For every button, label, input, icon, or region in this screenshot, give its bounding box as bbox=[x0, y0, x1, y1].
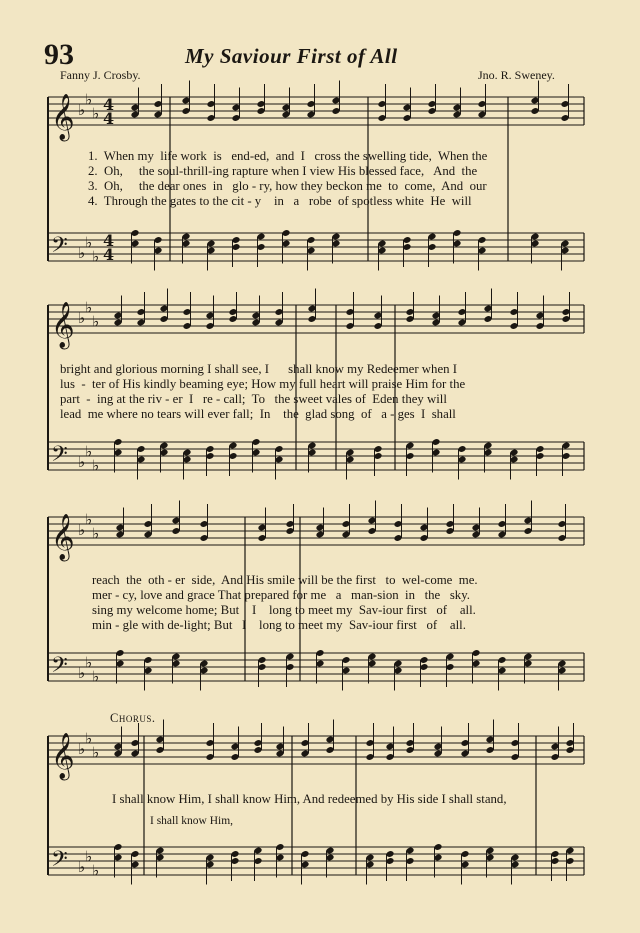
flat-sign: ♭ bbox=[92, 247, 100, 266]
lyric-line: 2. Oh, the soul-thrill-ing rapture when I view His blessed face, And the bbox=[88, 164, 478, 178]
flat-sign: ♭ bbox=[78, 453, 86, 471]
lyric-line: lus - ter of His kindly beaming eye; How my full heart will praise Him for the bbox=[60, 377, 466, 391]
time-signature: 4 bbox=[103, 109, 115, 128]
flat-sign: ♭ bbox=[78, 101, 86, 119]
flat-sign: ♭ bbox=[85, 847, 93, 866]
lyric-line: part - ing at the riv - er I re - call; To the sweet vales of Eden they will bbox=[60, 392, 447, 406]
hymn-title: My Saviour First of All bbox=[185, 44, 398, 68]
flat-sign: ♭ bbox=[92, 743, 100, 762]
lyric-line: 4. Through the gates to the cit - y in a robe of spotless white He will bbox=[88, 194, 472, 208]
lyric-line: min - gle with de-light; But I long to meet my Sav-iour first of all. bbox=[92, 618, 466, 632]
author-credit: Fanny J. Crosby. bbox=[60, 68, 141, 82]
time-signature: 4 bbox=[103, 95, 115, 114]
bass-clef: 𝄢 bbox=[51, 442, 68, 472]
composer-credit: Jno. R. Sweney. bbox=[478, 68, 555, 82]
flat-sign: ♭ bbox=[85, 442, 93, 461]
time-signature: 4 bbox=[103, 231, 115, 250]
flat-sign: ♭ bbox=[78, 858, 86, 876]
lyric-line: reach the oth - er side, And His smile will be the first to wel-come me. bbox=[92, 573, 478, 587]
flat-sign: ♭ bbox=[85, 653, 93, 672]
chorus-label: Chorus. bbox=[110, 711, 156, 725]
flat-sign: ♭ bbox=[85, 90, 93, 109]
lyric-line: bright and glorious morning I shall see, I shall know my Redeemer when I bbox=[60, 362, 457, 376]
lyric-line: lead me where no tears will ever fall; In the glad song of a - ges I shall bbox=[60, 407, 456, 421]
lyric-line: 3. Oh, the dear ones in glo - ry, how they beckon me to come, And our bbox=[88, 179, 487, 193]
chorus-lyric: I shall know Him, I shall know Him, And redeemed by His side I shall stand, bbox=[112, 792, 507, 806]
flat-sign: ♭ bbox=[92, 456, 100, 475]
lyric-line: 1. When my life work is end-ed, and I cross the swelling tide, When the bbox=[88, 149, 488, 163]
hymn-number: 93 bbox=[44, 38, 74, 71]
flat-sign: ♭ bbox=[85, 729, 93, 748]
flat-sign: ♭ bbox=[85, 298, 93, 317]
bass-clef: 𝄢 bbox=[51, 233, 68, 263]
lyric-line: sing my welcome home; But I long to meet my Sav-iour first of all. bbox=[92, 603, 476, 617]
bass-echo-lyric: I shall know Him, bbox=[150, 815, 234, 827]
bass-clef: 𝄢 bbox=[51, 847, 68, 877]
flat-sign: ♭ bbox=[78, 740, 86, 758]
flat-sign: ♭ bbox=[78, 664, 86, 682]
flat-sign: ♭ bbox=[92, 104, 100, 123]
flat-sign: ♭ bbox=[92, 667, 100, 686]
flat-sign: ♭ bbox=[78, 244, 86, 262]
time-signature: 4 bbox=[103, 245, 115, 264]
flat-sign: ♭ bbox=[78, 309, 86, 327]
treble-clef: 𝄞 bbox=[51, 514, 75, 560]
treble-clef: 𝄞 bbox=[51, 94, 75, 140]
treble-clef: 𝄞 bbox=[51, 302, 75, 348]
flat-sign: ♭ bbox=[92, 524, 100, 543]
flat-sign: ♭ bbox=[85, 233, 93, 252]
bass-clef: 𝄢 bbox=[51, 653, 68, 683]
treble-clef: 𝄞 bbox=[51, 733, 75, 779]
flat-sign: ♭ bbox=[92, 861, 100, 880]
flat-sign: ♭ bbox=[85, 510, 93, 529]
lyric-line: mer - cy, love and grace That prepared for me a man-sion in the sky. bbox=[92, 588, 470, 602]
flat-sign: ♭ bbox=[78, 521, 86, 539]
flat-sign: ♭ bbox=[92, 312, 100, 331]
